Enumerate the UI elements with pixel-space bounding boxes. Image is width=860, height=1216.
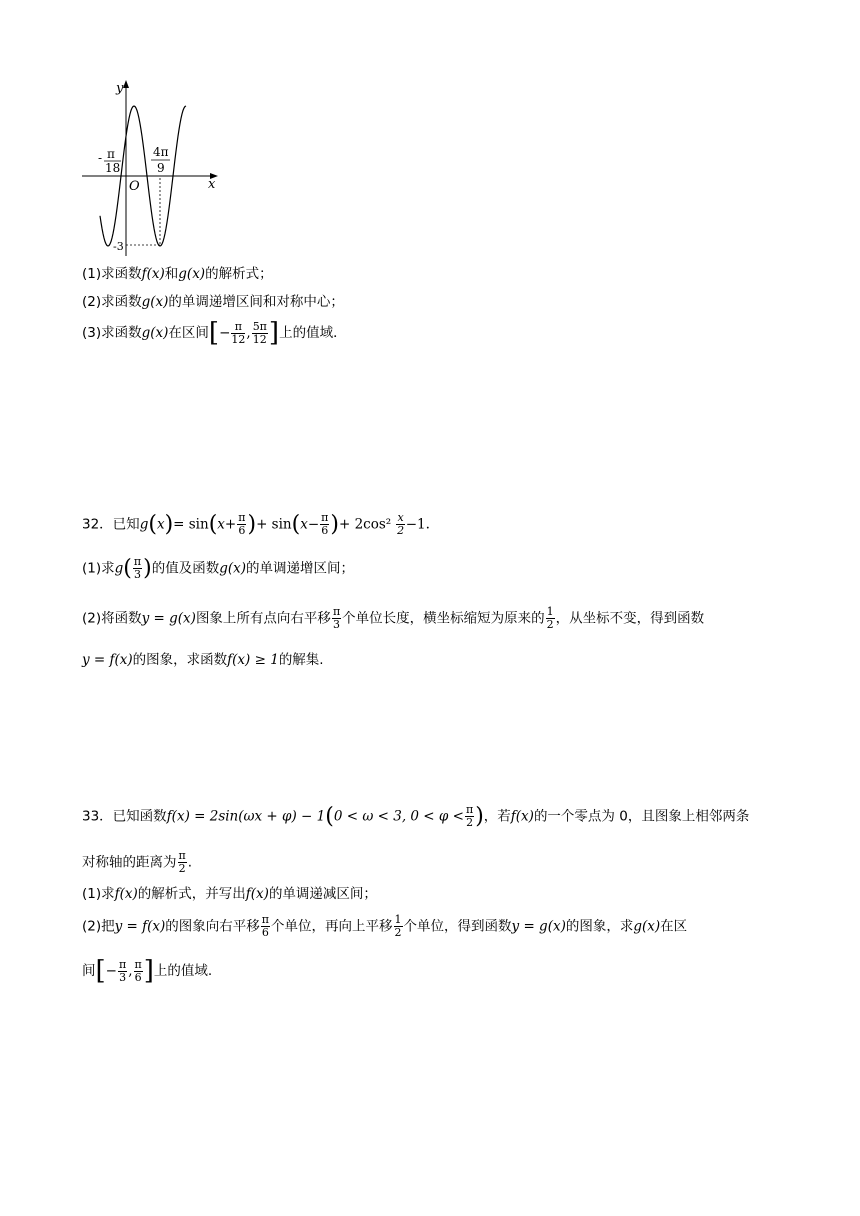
q31-part2: (2)求函数g(x)的单调递增区间和对称中心； — [82, 294, 344, 310]
fraction: $\frac{x}{2}$ — [397, 511, 405, 537]
origin-label: O — [129, 179, 140, 194]
fraction: $\frac{\pi}{2}$ — [178, 849, 186, 875]
fraction: $\frac{\pi}{6}$ — [238, 511, 246, 537]
q31-part1: (1)求函数f(x)和g(x)的解析式； — [82, 266, 273, 282]
g-of-x: g(x) — [178, 266, 206, 282]
y-axis-label: y — [116, 81, 124, 96]
fraction: $\frac{\pi}{12}$ — [231, 319, 246, 346]
q32-part2-line2: y = f(x)的图象，求函数f(x) ≥ 1的解集. — [82, 652, 324, 668]
left-mark-numerator: π — [107, 147, 115, 161]
fraction: $\frac{\pi}{6}$ — [261, 913, 270, 939]
fraction: $\frac{\pi}{6}$ — [134, 957, 142, 984]
q33-part1: (1)求f(x)的解析式，并写出f(x)的单调递减区间； — [82, 886, 377, 902]
fraction: $\frac{\pi}{3}$ — [133, 555, 142, 581]
q33-statement-line2: 对称轴的距离为 $\frac{\pi}{2}$ . — [82, 849, 193, 875]
fraction: $\frac{1}{2}$ — [546, 605, 554, 631]
q31-part3: (3)求函数g(x)在区间[− $\frac{\pi}{12}$ , $\frac{5\pi}{12}$ ]上的值域． — [82, 318, 347, 348]
g-of-x: g(x) — [141, 325, 169, 341]
fraction: $\frac{1}{2}$ — [394, 913, 402, 939]
q32-part2-line1: (2)将函数y = g(x)图象上所有点向右平移 $\frac{\pi}{3}$ 个单位长度，横坐标缩短为原来的 $\frac{1}{2}$ ，从坐标不变，得到函数 — [82, 605, 705, 631]
fraction: $\frac{\pi}{3}$ — [118, 957, 127, 984]
min-value-label: -3 — [113, 240, 124, 253]
q33-part2-line2: 间[− $\frac{\pi}{3}$ , $\frac{\pi}{6}$ ]上的值域. — [82, 956, 213, 986]
fraction: $\frac{\pi}{2}$ — [465, 803, 474, 829]
q33-statement-line1: 33．已知函数f(x) = 2sin(ωx + φ) − 1(0 < ω < 3, 0 < φ < $\frac{\pi}{2}$ )，若f(x)的一个零点为 0，且图象上相邻两条 — [82, 803, 750, 829]
y-axis-arrow — [123, 80, 129, 88]
sine-graph-figure — [80, 78, 230, 260]
fraction: $\frac{5\pi}{12}$ — [252, 319, 267, 346]
f-of-x: f(x) — [141, 266, 165, 282]
right-mark-numerator: 4π — [153, 145, 169, 159]
g-of-x: g(x) — [141, 294, 169, 310]
right-mark-denominator: 9 — [157, 161, 165, 175]
x-axis-label: x — [208, 177, 216, 192]
q32-part1: (1)求g( $\frac{\pi}{3}$ )的值及函数g(x)的单调递增区间； — [82, 555, 354, 581]
left-mark-sign: - — [98, 151, 103, 165]
fraction: $\frac{\pi}{3}$ — [332, 605, 341, 631]
q33-part2-line1: (2)把y = f(x)的图象向右平移 $\frac{\pi}{6}$ 个单位，再向上平移 $\frac{1}{2}$ 个单位，得到函数y = g(x)的图象，求g(x)在区 — [82, 913, 688, 939]
q32-statement: 32．已知g(x)= sin(x+ $\frac{\pi}{6}$ )+ sin(x− $\frac{\pi}{6}$ )+ 2cos² $\frac{x}{2}$ −1. — [82, 511, 430, 537]
fraction: $\frac{\pi}{6}$ — [321, 511, 329, 537]
left-mark-denominator: 18 — [105, 161, 121, 175]
